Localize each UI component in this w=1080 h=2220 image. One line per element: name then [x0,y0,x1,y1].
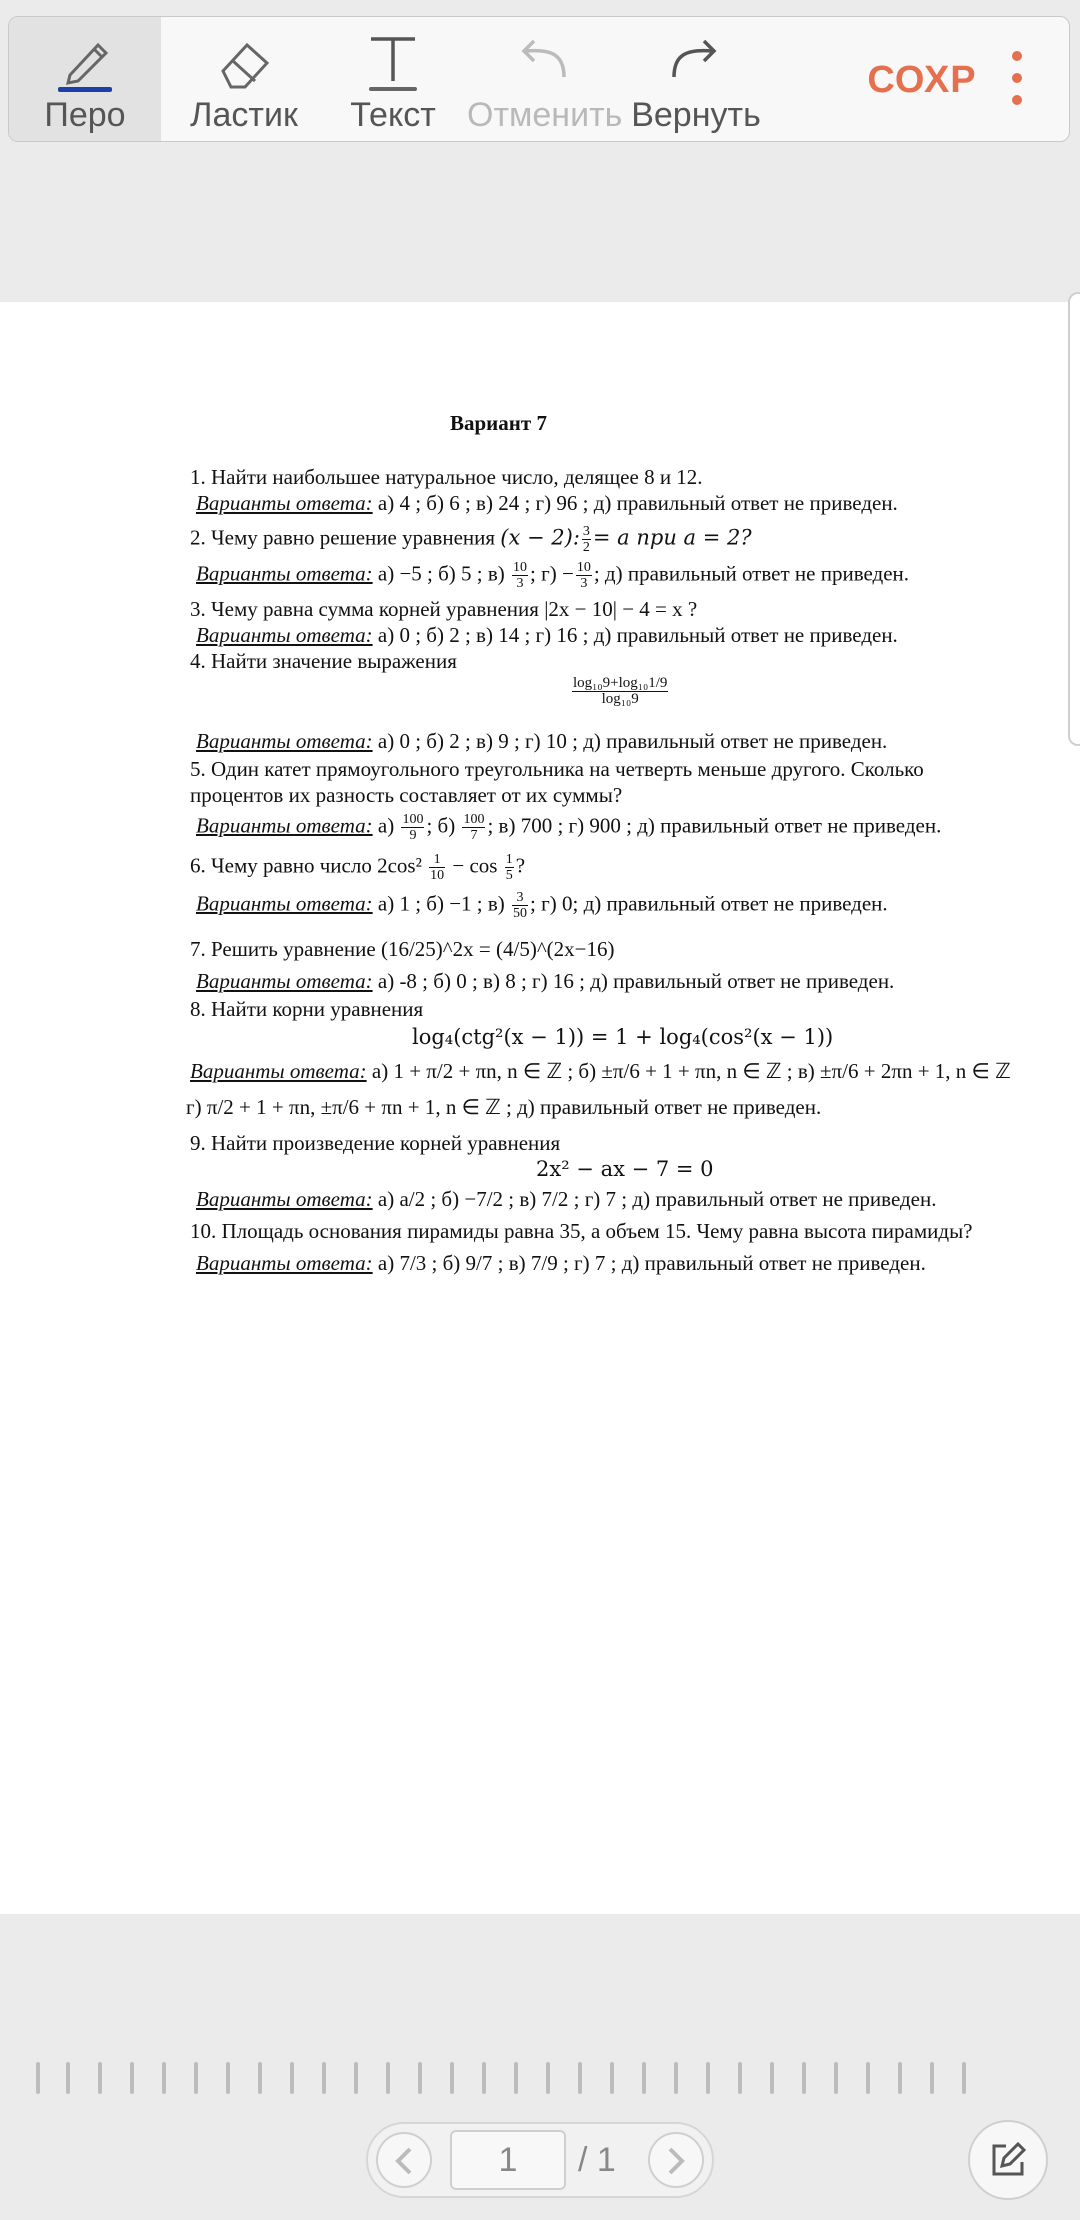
answers-8-line1 [190,1058,1011,1084]
a9-text: а) a/2 ; б) −7/2 ; в) 7/2 ; г) 7 ; д) правильный ответ не приведен. [372,1187,937,1211]
q8-equation: log₄(ctg²(x − 1)) = 1 + log₄(cos²(x − 1)) [412,1025,834,1049]
more-options-icon[interactable] [1007,51,1027,111]
eraser-tool-button[interactable] [169,17,319,142]
question-4: 4. Найти значение выражения [190,649,457,673]
question-3: 3. Чему равна сумма корней уравнения |2x − 10| − 4 = x ? [190,597,698,621]
q6-frac1 [429,852,445,883]
save-button[interactable]: СОХР [867,59,977,101]
redo-label: Вернуть [631,96,761,134]
q6-f1-d: 10 [430,868,445,883]
q4-expression [570,676,670,707]
page-navigator [366,2122,714,2198]
answers-label: Варианты ответа: [196,729,373,753]
a2-g-n: 10 [576,560,591,575]
undo-label: Отменить [467,96,623,134]
q6-f2-d: 5 [505,868,513,883]
a6-a: а) 1 ; б) −1 ; в) [372,891,511,916]
a5-b-d: 7 [470,828,478,843]
answers-6 [196,890,888,921]
a7-text: а) -8 ; б) 0 ; в) 8 ; г) 16 ; д) правильный ответ не приведен. [372,969,895,993]
a6-v-n: 3 [512,890,528,906]
answers-8-line2: г) π/2 + 1 + πn, ±π/6 + πn + 1, n ∈ ℤ ; д) правильный ответ не приведен. [186,1095,822,1119]
answers-label: Варианты ответа: [196,623,373,647]
a5-a-frac [401,812,424,843]
question-5-line2: процентов их разность составляет от их суммы? [190,783,623,807]
a8-l1: а) 1 + π/2 + πn, n ∈ ℤ ; б) ±π/6 + 1 + πn, n ∈ ℤ ; в) ±π/6 + 2πn + 1, n ∈ ℤ [366,1059,1011,1083]
answers-1-text: а) 4 ; б) 6 ; в) 24 ; г) 96 ; д) правильный ответ не приведен. [372,491,898,515]
a5-b: ; б) [426,813,461,838]
answers-10 [196,1250,926,1276]
toolbar [8,16,1070,142]
a2-mid: ; г) − [530,561,574,586]
answers-5 [196,812,941,843]
a5-b-n: 100 [463,812,485,827]
a5-end: ; в) 700 ; г) 900 ; д) правильный ответ не приведен. [487,813,942,838]
eraser-label: Ластик [190,96,298,134]
q4-fraction [572,676,668,707]
question-7: 7. Решить уравнение (16/25)^2x = (4/5)^(2x−16) [190,937,615,961]
q4-frac-n: log₁₀9+log₁₀1/9 [573,675,668,691]
answers-label: Варианты ответа: [196,1187,373,1211]
answers-label: Варианты ответа: [196,1251,373,1275]
answers-label: Варианты ответа: [196,813,373,838]
page-number-input[interactable]: 1 [450,2130,566,2190]
eraser-icon [209,31,279,102]
previous-page-button[interactable] [376,2132,432,2188]
answers-label: Варианты ответа: [196,561,373,586]
a2-a: а) −5 ; б) 5 ; в) [372,561,511,586]
pen-icon [50,31,120,102]
question-2 [190,524,752,555]
q2-fraction [582,524,591,555]
page-title: Вариант 7 [450,411,547,435]
answers-4 [196,728,887,754]
answers-label: Варианты ответа: [190,1059,367,1083]
a10-text: а) 7/3 ; б) 9/7 ; в) 7/9 ; г) 7 ; д) правильный ответ не приведен. [372,1251,926,1275]
a2-g-d: 3 [580,576,588,591]
question-6 [190,852,525,883]
q2-frac-n: 3 [582,524,590,539]
question-8: 8. Найти корни уравнения [190,997,424,1021]
q9-equation: 2x² − ax − 7 = 0 [536,1157,714,1181]
q6-frac2 [505,852,514,883]
q6-f1-n: 1 [429,852,445,868]
a3-text: а) 0 ; б) 2 ; в) 14 ; г) 16 ; д) правильный ответ не приведен. [372,623,898,647]
answers-label: Варианты ответа: [196,491,373,515]
text-label: Текст [350,96,436,134]
answers-label: Варианты ответа: [196,891,373,916]
pen-tool-button[interactable] [9,17,161,142]
redo-icon [666,31,726,102]
document-page[interactable] [0,302,1080,1914]
a6-end: ; г) 0; д) правильный ответ не приведен. [530,891,888,916]
undo-icon [512,31,572,102]
a2-end: ; д) правильный ответ не приведен. [593,561,910,586]
pen-label: Перо [44,96,126,134]
page-total: / 1 [578,2141,616,2179]
a5-a-n: 100 [402,812,424,827]
q6-text: 6. Чему равно число 2cos² [190,853,428,878]
q2-frac-d: 2 [582,540,590,555]
a6-v-d: 50 [513,906,528,921]
q4-frac-d: log₁₀9 [601,691,639,707]
a2-v-n: 10 [513,560,528,575]
next-page-button[interactable] [648,2132,704,2188]
question-1: 1. Найти наибольшее натуральное число, делящее 8 и 12. [190,465,703,489]
q2-text: 2. Чему равно решение уравнения [190,525,501,550]
q6-mid: − cos [447,853,503,878]
a2-g-frac [576,560,592,591]
answers-label: Варианты ответа: [196,969,373,993]
q6-end: ? [515,853,526,878]
text-icon [363,31,423,102]
edit-export-button[interactable] [968,2120,1048,2200]
answers-7 [196,968,894,994]
answers-9 [196,1186,936,1212]
a5-a-d: 9 [409,828,417,843]
a4-text: а) 0 ; б) 2 ; в) 9 ; г) 10 ; д) правильный ответ не приведен. [372,729,888,753]
a2-v-d: 3 [516,576,524,591]
a5-b-frac [462,812,485,843]
q2-tail: = a при a = 2? [592,525,752,550]
answers-3 [196,622,898,648]
chevron-left-icon [392,2146,416,2176]
redo-button[interactable] [621,17,771,142]
chevron-right-icon [664,2146,688,2176]
q6-f2-n: 1 [505,852,513,867]
a6-v-frac [512,890,528,921]
question-10: 10. Площадь основания пирамиды равна 35, а объем 15. Чему равна высота пирамиды? [190,1219,973,1243]
question-5-line1: 5. Один катет прямоугольного треугольника на четверть меньше другого. Сколько [190,757,924,781]
text-tool-button[interactable] [323,17,463,142]
answers-2 [196,560,909,591]
edit-share-icon [988,2140,1028,2180]
page-scrubber[interactable] [36,2062,986,2094]
a5-a: а) [372,813,400,838]
undo-button[interactable] [467,17,623,142]
side-scroll-handle[interactable] [1068,292,1080,746]
answers-1 [196,490,898,516]
question-9: 9. Найти произведение корней уравнения [190,1131,561,1155]
q2-expr: (x − 2): [500,525,580,550]
a2-v-frac [512,560,528,591]
